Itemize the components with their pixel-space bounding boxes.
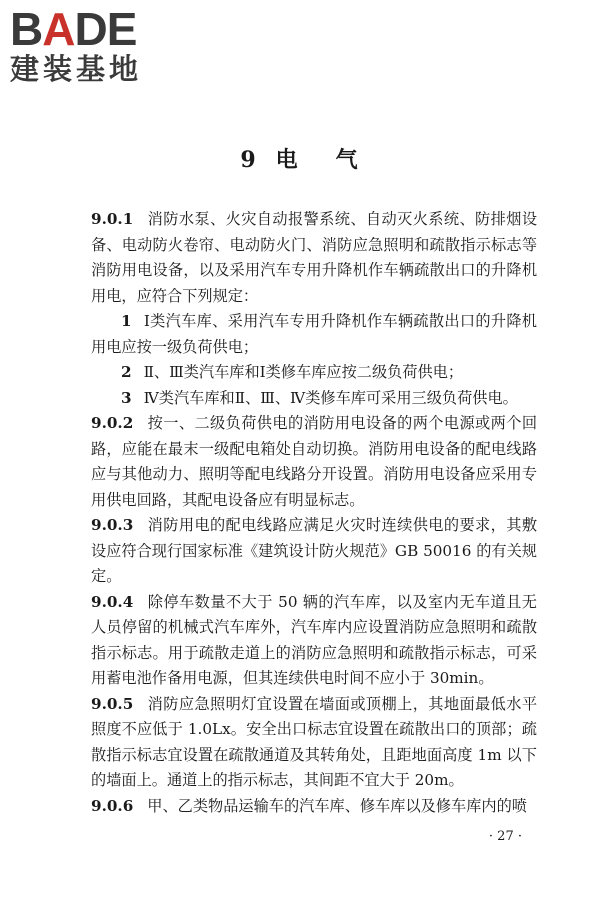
clause-9-0-1: 9.0.1 消防水泵、火灾自动报警系统、自动灭火系统、防排烟设备、电动防火卷帘、电动防火门、消防应急照明和疏散指示标志等消防用电设备，以及采用汽车专用升降机作车辆疏散出口的升降机用电，应符合下列规定： [91, 210, 537, 305]
logo-subtitle: 建装基地 [10, 52, 143, 86]
clause-9-0-3: 9.0.3 消防用电的配电线路应满足火灾时连续供电的要求，其敷设应符合现行国家标准《建筑设计防火规范》GB 50016 的有关规定。 [91, 516, 537, 585]
chapter-title-char-2: 气 [335, 147, 360, 173]
clause-9-0-6: 9.0.6 甲、乙类物品运输车的汽车库、修车库以及修车库内的喷 [91, 796, 527, 815]
clause-9-0-4: 9.0.4 除停车数量不大于 50 辆的汽车库，以及室内无车道且无人员停留的机械式汽车库外，汽车库内应设置消防应急照明和疏散指示标志。用于疏散走道上的消防应急照明和疏散指示标志，可采用蓄电池作备用电源，但其连续供电时间不应小于 30min。 [91, 592, 537, 687]
page-number: · 27 · [488, 829, 522, 844]
clause-9-0-2: 9.0.2 按一、二级负荷供电的消防用电设备的两个电源或两个回路，应能在最末一级配电箱处自动切换。消防用电设备的配电线路应与其他动力、照明等配电线路分开设置。消防用电设备应采用专用供电回路，其配电设备应有明显标志。 [91, 414, 537, 509]
logo-wordmark: BADE [10, 3, 137, 55]
chapter-title [0, 143, 600, 174]
chapter-number: 9 [240, 147, 258, 173]
list-item: 1 Ⅰ类汽车库、采用汽车专用升降机作车辆疏散出口的升降机用电应按一级负荷供电； [91, 312, 537, 356]
document-body [91, 207, 537, 819]
bade-logo [10, 3, 175, 86]
logo-accent-letter: A [42, 3, 75, 55]
list-item: 3 Ⅳ类汽车库和Ⅱ、Ⅲ、Ⅳ类修车库可采用三级负荷供电。 [121, 388, 518, 407]
clause-9-0-5: 9.0.5 消防应急照明灯宜设置在墙面或顶棚上，其地面最低水平照度不应低于 1.0Lx。安全出口标志宜设置在疏散出口的顶部；疏散指示标志宜设置在疏散通道及其转角处，且距地面高度 1m 以下的墙面上。通道上的指示标志，其间距不宜大于 20m。 [91, 694, 537, 789]
chapter-title-char-1: 电 [275, 147, 300, 173]
list-item: 2 Ⅱ、Ⅲ类汽车库和Ⅰ类修车库应按二级负荷供电； [121, 363, 464, 381]
